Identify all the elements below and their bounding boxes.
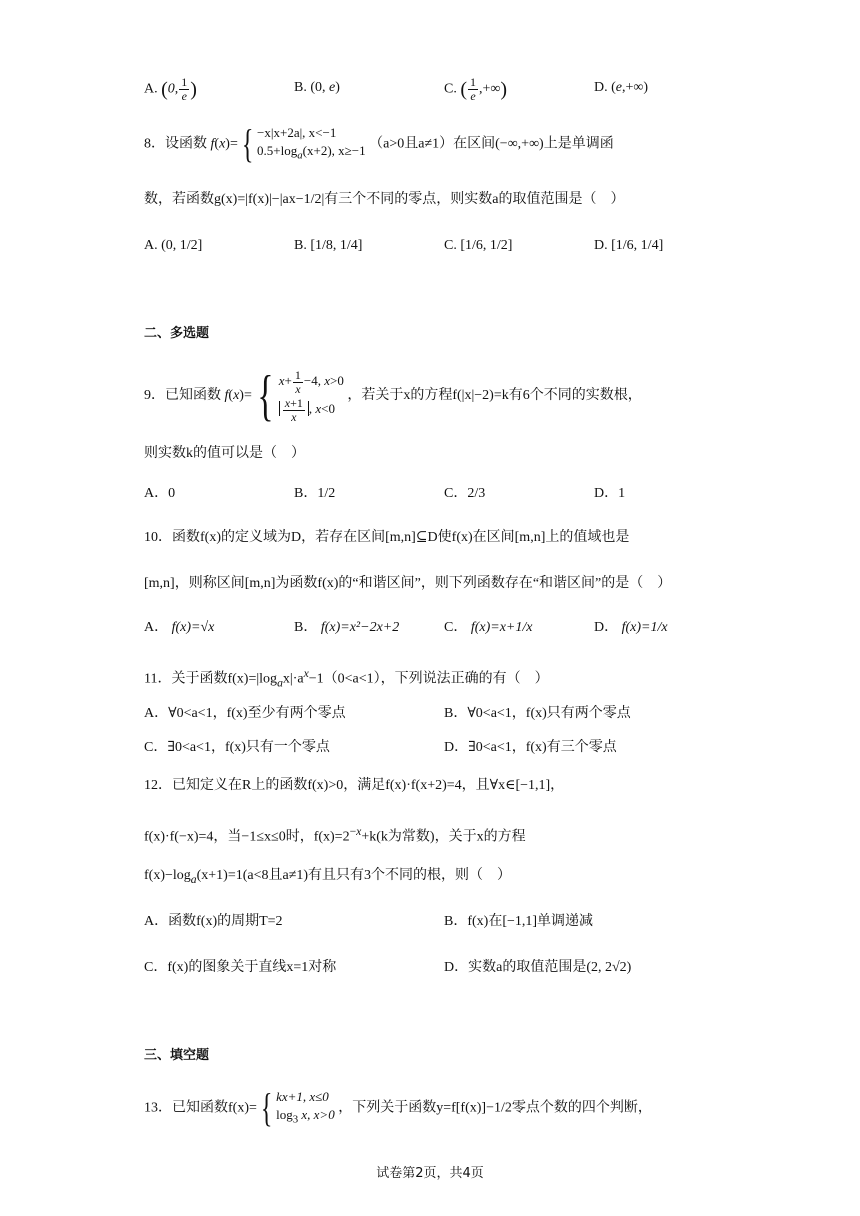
q11-option-c: C．∃0<a<1，f(x)只有一个零点	[144, 740, 330, 755]
q7-option-d: D. (e,+∞)	[594, 80, 649, 95]
q12-option-c: C．f(x)的图象关于直线x=1对称	[144, 960, 337, 975]
q10-line1: 10．函数f(x)的定义域为D，若存在区间[m,n]⊆D使f(x)在区间[m,n]上的值域也是	[144, 530, 630, 545]
q12-option-b: B．f(x)在[−1,1]单调递减	[444, 914, 594, 929]
q7-option-c: C. ( $\frac{1}{e}$ ,+∞)	[444, 75, 508, 103]
q10-option-c: C． f(x)=x+1/x	[444, 620, 533, 635]
q12-line2: f(x)·f(−x)=4，当−1≤x≤0时，$f(x)=2^{-x}+k(k$为常数)，关于x的方程	[144, 825, 526, 845]
q11-option-a: A．∀0<a<1，f(x)至少有两个零点	[144, 706, 346, 721]
q12-line1: 12．已知定义在R上的函数f(x)>0，满足f(x)·f(x+2)=4，且∀x∈[−1,1]，	[144, 778, 565, 793]
q8-option-b: B. [1/8, 1/4]	[294, 238, 363, 253]
q8-option-d: D. [1/6, 1/4]	[594, 238, 664, 253]
q8-line2: 数，若函数g(x)=|f(x)|−|ax−1/2|有三个不同的零点，则实数a的取值范围是（ ）	[144, 192, 625, 207]
q9-option-d: D．1	[594, 486, 626, 501]
q7-option-b: B. (0, e)	[294, 80, 340, 95]
q11-option-d: D．∃0<a<1，f(x)有三个零点	[444, 740, 617, 755]
q8-number: 8．设函数	[144, 136, 207, 152]
q9-option-a: A．0	[144, 486, 176, 501]
page-footer: 试卷第2页，共4页	[376, 1166, 484, 1181]
q10-line2: [m,n]，则称区间[m,n]为函数f(x)的“和谐区间”，则下列函数存在“和谐区间”的是（ ）	[144, 576, 672, 591]
q10-option-d: D． f(x)=1/x	[594, 620, 668, 635]
q10-option-b: B． f(x)=x²−2x+2	[294, 620, 400, 635]
q12-option-a: A．函数f(x)的周期T=2	[144, 914, 283, 929]
q9-option-c: C．2/3	[444, 486, 486, 501]
q13-stem: 13．已知函数f(x)={ kx+1, x≤0 $\log_3 x$, x>0 ，下列关于函数y=f[f(x)]−1/2零点个数的四个判断，	[144, 1085, 652, 1131]
q9-option-b: B．1/2	[294, 486, 336, 501]
q12-line3: $f(x)-\log_a(x+1)=1(a<8$且a≠1)有且只有3个不同的根，则（ ）	[144, 868, 512, 886]
option-letter: B.	[294, 80, 307, 95]
q12-option-d: D．实数a的取值范围是(2, 2√2)	[444, 960, 632, 975]
q9-tail: ，若关于x的方程f(|x|−2)=k有6个不同的实数根，	[347, 388, 642, 404]
option-letter: D.	[594, 80, 608, 95]
q8-piecewise: −x|x+2a|, x<−1 $0.5+\log_a(x+2)$, x≥−1	[257, 125, 366, 162]
q9-line2: 则实数k的值可以是（ ）	[144, 446, 305, 461]
q10-option-a: A． f(x)=√x	[144, 620, 215, 635]
option-letter: C.	[444, 81, 457, 97]
section-title-fill-in: 三、填空题	[144, 1048, 210, 1063]
q11-stem: 11．关于函数$f(x)=|\log_ax|\cdot a^x-1(0<a<1)$，下列说法正确的有（ ）	[144, 667, 549, 690]
q9-stem: 9．已知函数 f(x)={ x+ $\frac{1}{x}$ −4, x>0 $\frac{x+1}{x}$ , x<0 ，若关于x的方程f(|x|−2)=k有6个不同的实数根，	[144, 365, 642, 427]
section-title-multiple-choice: 二、多选题	[144, 326, 210, 341]
option-letter: A.	[144, 81, 158, 97]
q8-option-c: C. [1/6, 1/2]	[444, 238, 513, 253]
q8-option-a: A. (0, 1/2]	[144, 238, 203, 253]
q9-number: 9．已知函数	[144, 388, 221, 404]
q7-option-a: A. (0, $\frac{1}{e}$ )	[144, 75, 197, 103]
q8-condition: （a>0且a≠1）在区间(−∞,+∞)上是单调函	[369, 136, 614, 152]
q11-option-b: B．∀0<a<1，f(x)只有两个零点	[444, 706, 631, 721]
q8-stem: 8．设函数 f(x)={ −x|x+2a|, x<−1 $0.5+\log_a(x+2)$, x≥−1 （a>0且a≠1）在区间(−∞,+∞)上是单调函	[144, 121, 614, 167]
